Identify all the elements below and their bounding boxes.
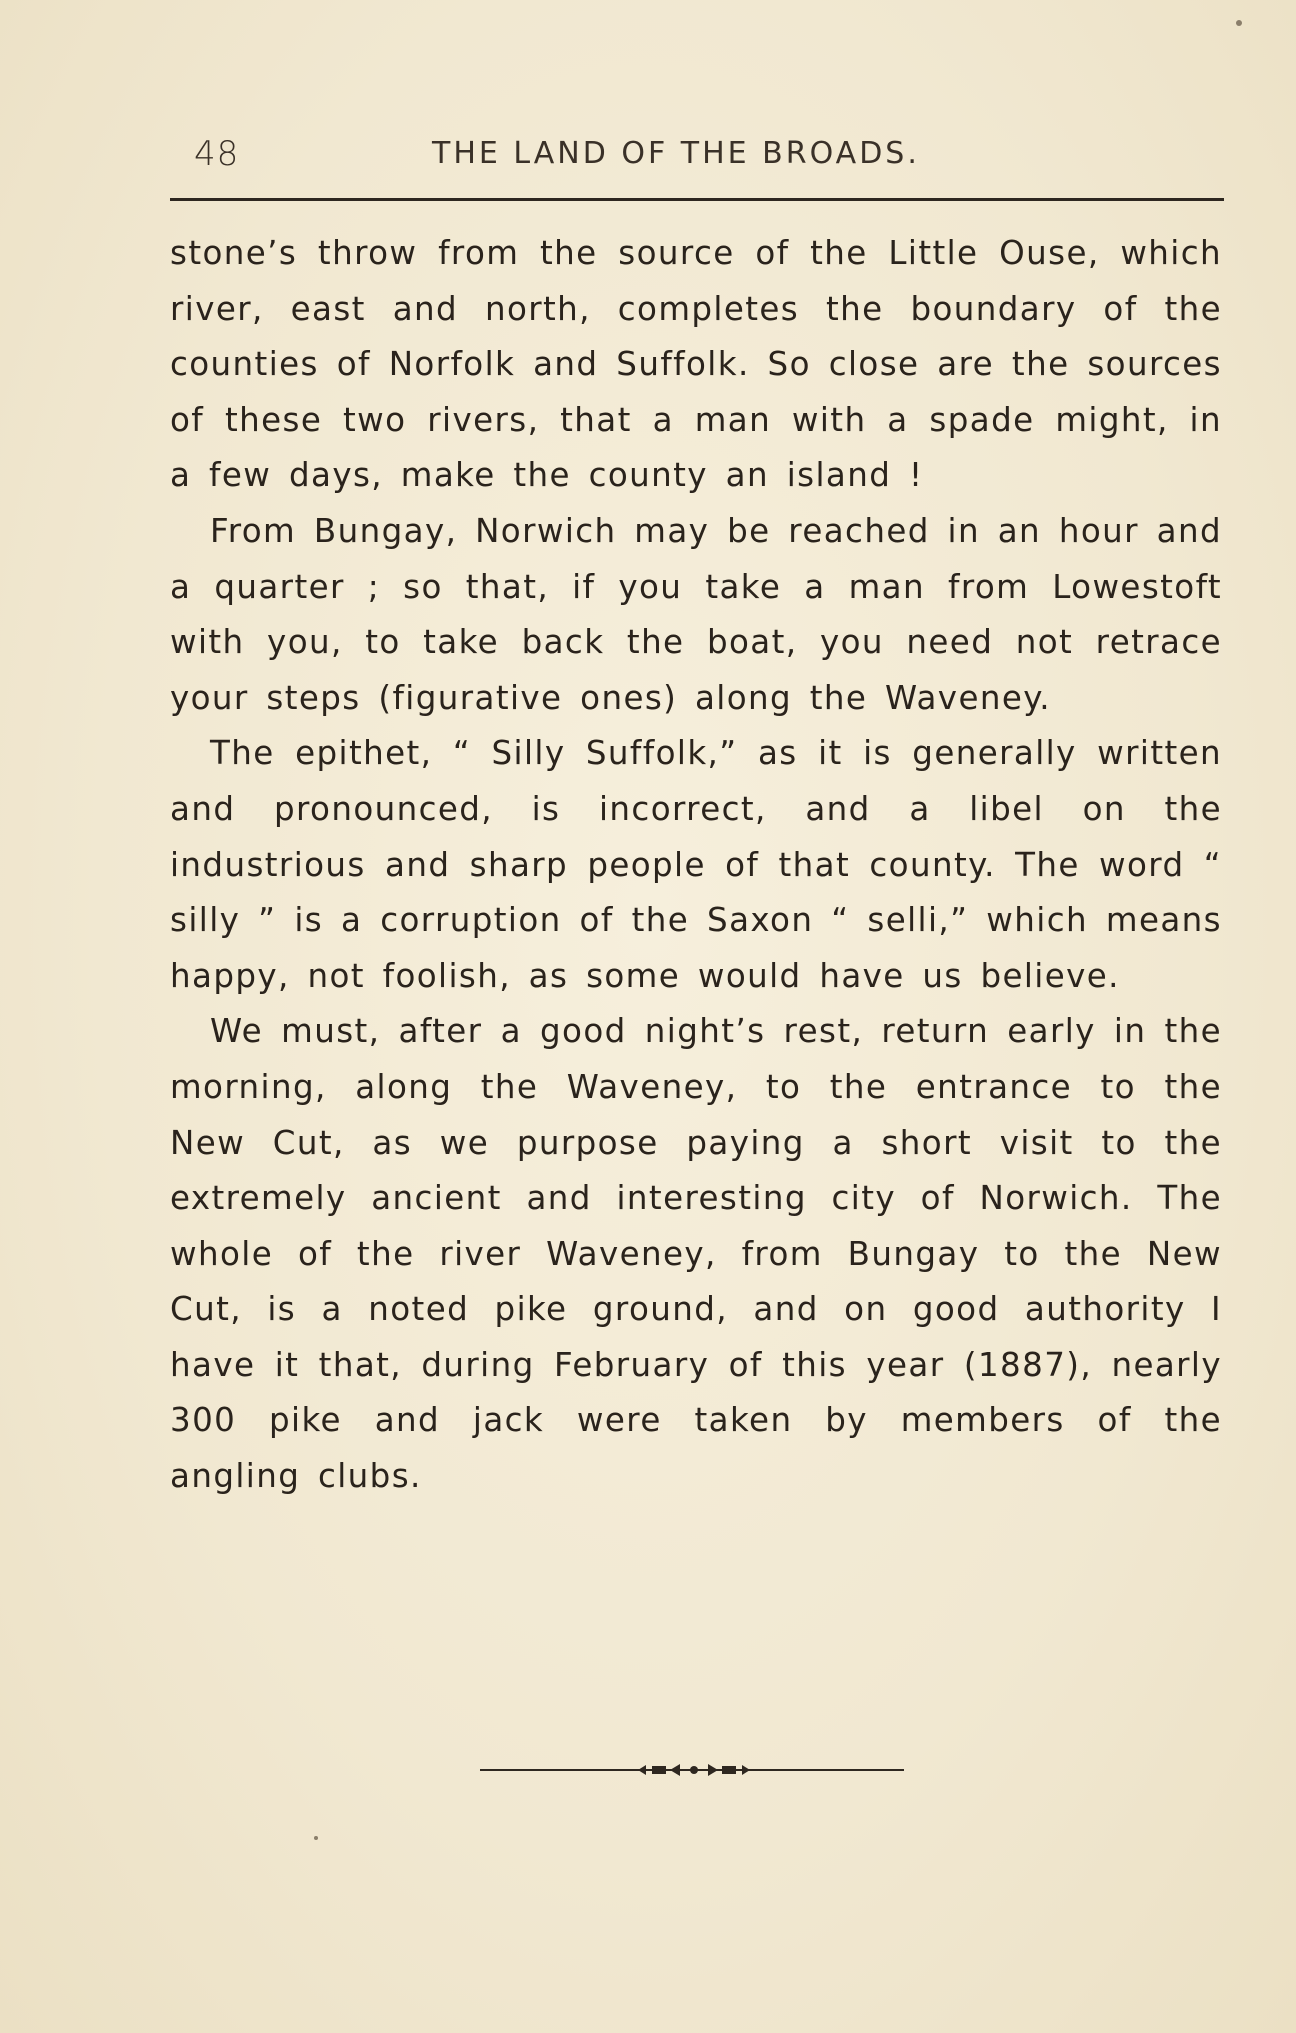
body-text [170,226,1222,1505]
paragraph-3: The epithet, “ Silly Suffolk,” as it is generally written and pronounced, is incorrect, and a libel on the industrious and sharp people of that county. The word “ silly ” is a corruption of the Saxon “ selli,” which means happy, not foolish, as some would have us believe. [170,734,1222,995]
tailpiece-left-rule [480,1769,630,1771]
header-rule [170,198,1224,201]
tailpiece-right-rule [758,1769,904,1771]
tailpiece [480,1764,904,1776]
running-title: THE LAND OF THE BROADS. [432,136,920,171]
paper-speck [314,1836,318,1840]
paper-speck [1236,20,1242,26]
page-number: 48 [194,134,240,174]
paragraph-1: stone’s throw from the source of the Little Ouse, which river, east and north, completes the boundary of the counties of Norfolk and Suffolk. So close are the sources of these two rivers, that a man with a spade might, in a few days, make the county an island ! [170,234,1222,495]
paragraph-2: From Bungay, Norwich may be reached in an hour and a quarter ; so that, if you take a man from Lowestoft with you, to take back the boat, you need not retrace your steps (figurative ones) along the Waveney. [170,511,1222,717]
paragraph-4: We must, after a good night’s rest, return early in the morning, along the Waveney, to the entrance to the New Cut, as we purpose paying a short visit to the extremely ancient and interesting city of Norwich. The whole of the river Waveney, from Bungay to the New Cut, is a noted pike ground, and on good authority I have it that, during February of this year (1887), nearly 300 pike and jack were taken by members of the angling clubs. [170,1012,1222,1496]
ornamental-rule-icon [630,1760,758,1780]
page-header [170,134,1222,182]
